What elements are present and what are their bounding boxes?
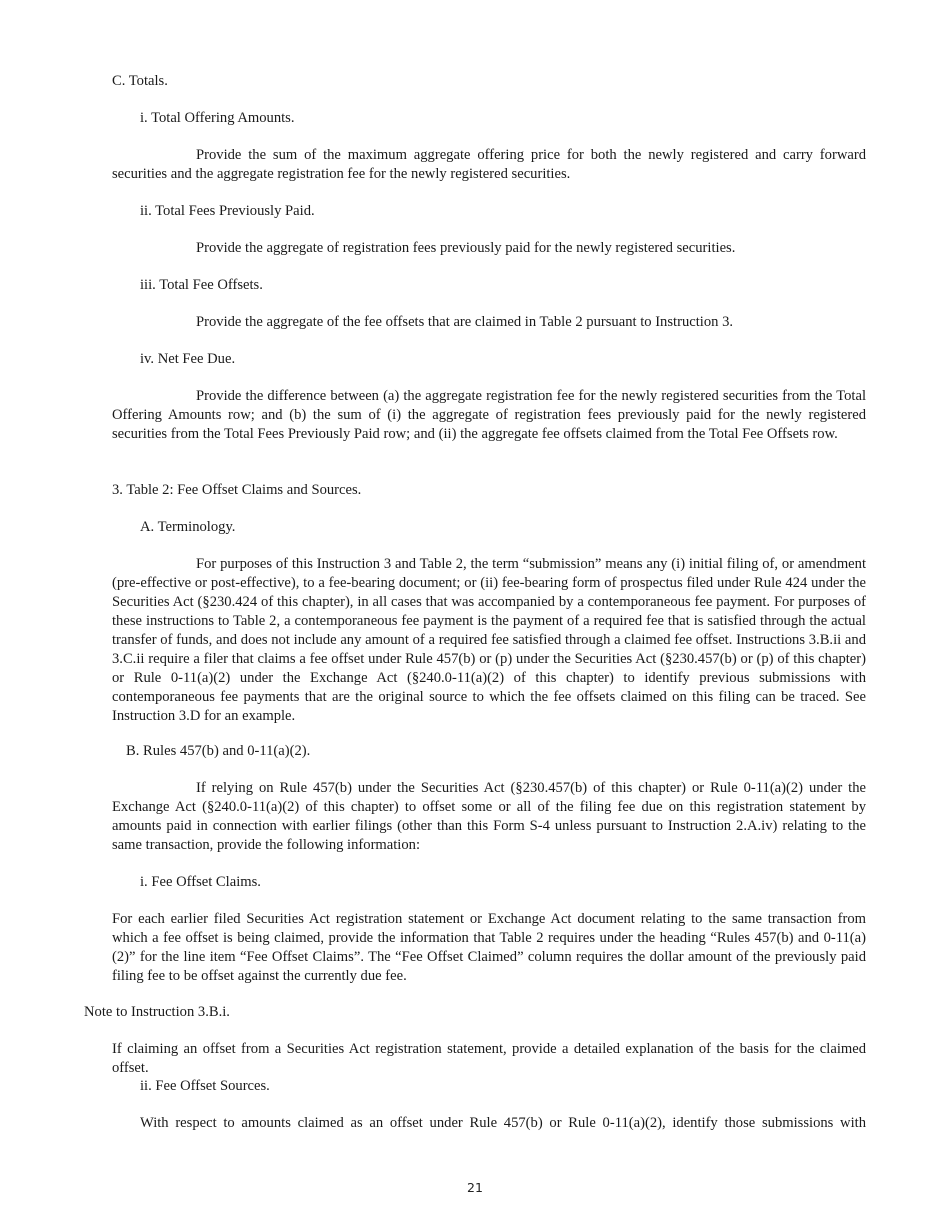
total-fees-previously-paid-heading: ii. Total Fees Previously Paid. — [140, 203, 315, 219]
fee-offset-claims-heading: i. Fee Offset Claims. — [140, 874, 261, 890]
rules-457b-heading: B. Rules 457(b) and 0-11(a)(2). — [126, 743, 311, 759]
total-fee-offsets-heading: iii. Total Fee Offsets. — [140, 277, 263, 293]
section-3-heading: 3. Table 2: Fee Offset Claims and Sources. — [112, 482, 362, 498]
total-offering-amounts-text: Provide the sum of the maximum aggregate offering price for both the newly registered and carry forward securities and the aggregate registration fee for the newly registered securities. — [112, 147, 866, 182]
net-fee-due-text: Provide the difference between (a) the aggregate registration fee for the newly registered securities from the Total Offering Amounts row; and (b) the sum of (i) the aggregate of registration fees previously paid for the newly registered securities from the Total Fees Previously Paid row; and (ii) the aggregate fee offsets claimed from the Total Fee Offsets row. — [112, 388, 866, 442]
total-fee-offsets-text: Provide the aggregate of the fee offsets that are claimed in Table 2 pursuant to Instruction 3. — [196, 314, 734, 330]
note-text: If claiming an offset from a Securities Act registration statement, provide a detailed explanation of the basis for the claimed offset. — [112, 1041, 866, 1076]
page-number: 21 — [467, 1180, 483, 1195]
total-offering-amounts-heading: i. Total Offering Amounts. — [140, 110, 295, 126]
rules-457b-text: If relying on Rule 457(b) under the Securities Act (§230.457(b) of this chapter) or Rule 0-11(a)(2) under the Exchange Act (§240.0-11(a)(2) of this chapter) to offset some or all of the filing fee due on this registration statement by amounts paid in connection with earlier filings (other than this Form S-4 unless pursuant to Instruction 2.A.iv) relating to the same transaction, provide the following information: — [112, 780, 866, 853]
total-fees-previously-paid-text: Provide the aggregate of registration fees previously paid for the newly registered securities. — [196, 240, 736, 256]
section-c-heading: C. Totals. — [112, 73, 168, 89]
fee-offset-sources-text: With respect to amounts claimed as an offset under Rule 457(b) or Rule 0-11(a)(2), identify those submissions with — [140, 1115, 866, 1131]
net-fee-due-heading: iv. Net Fee Due. — [140, 351, 236, 367]
note-heading: Note to Instruction 3.B.i. — [84, 1004, 230, 1020]
terminology-text: For purposes of this Instruction 3 and Table 2, the term “submission” means any (i) initial filing of, or amendment (pre-effective or post-effective), to a fee-bearing document; or (ii) fee-bearing form of prospectus filed under Rule 424 under the Securities Act (§230.424 of this chapter), in all cases that was accompanied by a contemporaneous fee payment. For purposes of these instructions to Table 2, a contemporaneous fee payment is the payment of a required fee that is satisfied through the actual transfer of funds, and does not include any amount of a required fee satisfied through a claimed fee offset. Instructions 3.B.ii and 3.C.ii require a filer that claims a fee offset under Rule 457(b) or (p) under the Securities Act (§230.457(b) or (p) of this chapter) or Rule 0-11(a)(2) under the Exchange Act (§240.0-11(a)(2) of this chapter) to identify previous submissions with contemporaneous fee payments that are the original source to which the fee offsets claimed on this filing can be traced. See Instruction 3.D for an example. — [112, 556, 866, 724]
fee-offset-sources-heading: ii. Fee Offset Sources. — [140, 1078, 270, 1094]
fee-offset-claims-text: For each earlier filed Securities Act registration statement or Exchange Act document relating to the same transaction from which a fee offset is being claimed, provide the information that Table 2 requires under the heading “Rules 457(b) and 0-11(a)(2)” for the line item “Fee Offset Claims”. The “Fee Offset Claimed” column requires the dollar amount of the previously paid filing fee to be offset against the currently due fee. — [112, 911, 866, 984]
terminology-heading: A. Terminology. — [140, 519, 236, 535]
